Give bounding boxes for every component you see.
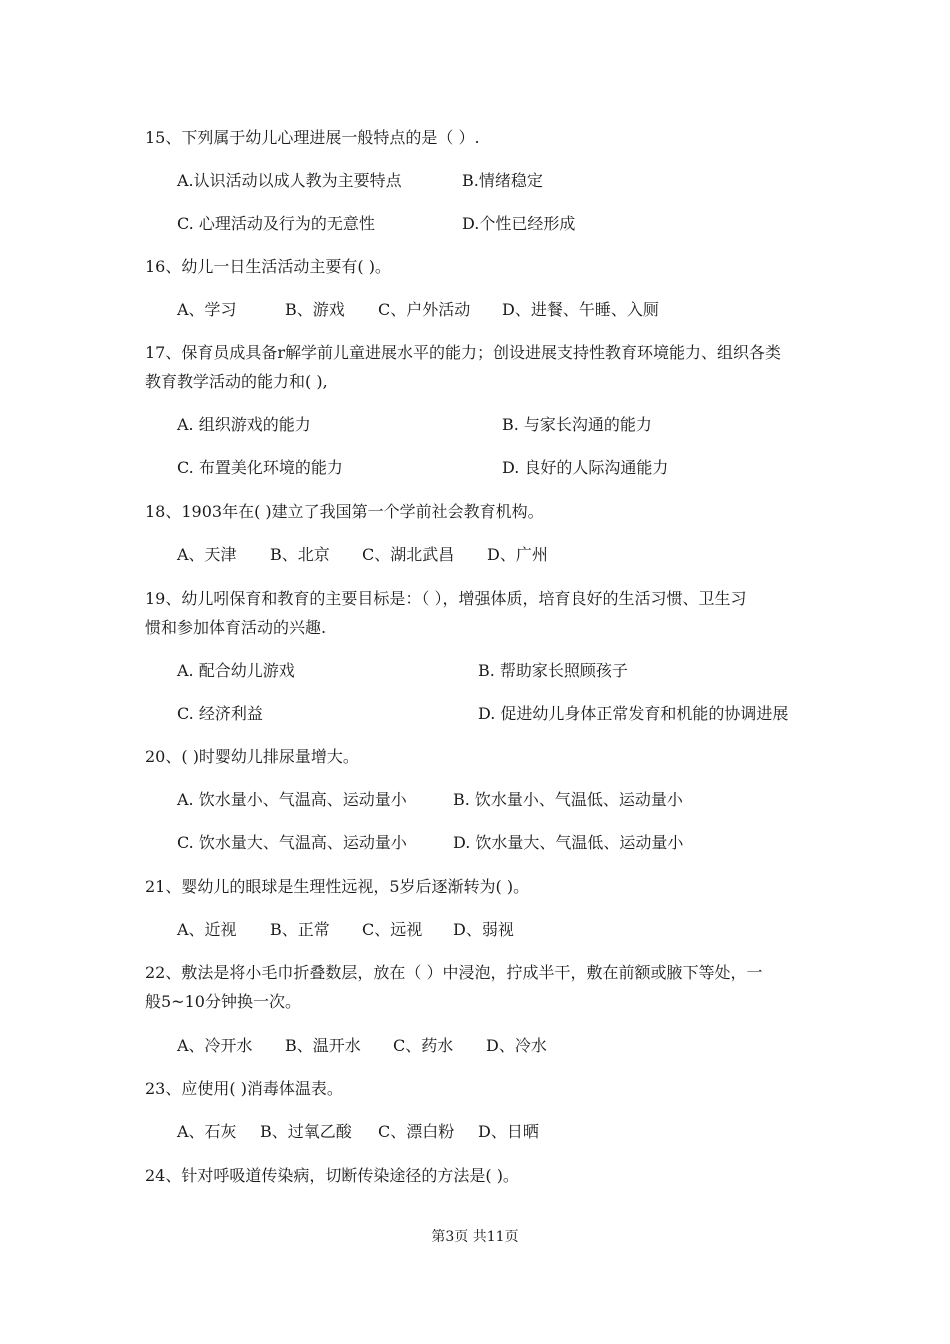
question-20-option-c: C. 饮水量大、气温高、运动量小 <box>177 833 407 852</box>
question-23-option-d: D、日晒 <box>478 1122 539 1141</box>
question-17-option-a: A. 组织游戏的能力 <box>177 415 311 434</box>
question-18-option-a: A、天津 <box>177 545 237 564</box>
question-15-option-a: A.认识活动以成人教为主要特点 <box>177 171 402 190</box>
question-21-stem: 21、婴幼儿的眼球是生理性远视，5岁后逐渐转为( )。 <box>145 877 530 896</box>
question-23-stem: 23、应使用( )消毒体温表。 <box>145 1079 343 1098</box>
question-19-option-b: B. 帮助家长照顾孩子 <box>478 661 628 680</box>
question-16-option-d: D、进餐、午睡、入厕 <box>502 300 659 319</box>
question-17-option-b: B. 与家长沟通的能力 <box>502 415 652 434</box>
question-20-option-a: A. 饮水量小、气温高、运动量小 <box>177 790 407 809</box>
question-19-stem-line-2: 惯和参加体育活动的兴趣. <box>145 618 327 637</box>
question-21-option-c: C、远视 <box>362 920 423 939</box>
question-22-option-c: C、药水 <box>393 1036 454 1055</box>
question-15-stem: 15、下列属于幼儿心理进展一般特点的是（ ）. <box>145 128 480 147</box>
page-number-footer: 第3页 共11页 <box>431 1229 519 1245</box>
question-17-stem-line-2: 教育教学活动的能力和( ), <box>145 372 328 391</box>
question-19-stem-line-1: 19、幼儿吲保育和教育的主要目标是：（ ），增强体质，培育良好的生活习惯、卫生习 <box>145 589 747 608</box>
question-21-option-a: A、近视 <box>177 920 237 939</box>
question-18-option-b: B、北京 <box>270 545 330 564</box>
question-17-option-d: D. 良好的人际沟通能力 <box>502 458 669 477</box>
question-19-option-d: D. 促进幼儿身体正常发育和机能的协调进展 <box>478 704 789 723</box>
question-18-stem: 18、1903年在( )建立了我国第一个学前社会教育机构。 <box>145 502 544 521</box>
question-19-option-c: C. 经济利益 <box>177 704 263 723</box>
question-17-stem-line-1: 17、保育员成具备r解学前儿童进展水平的能力；创设进展支持性教育环境能力、组织各类 <box>145 343 782 362</box>
question-21-option-b: B、正常 <box>270 920 330 939</box>
question-21-option-d: D、弱视 <box>453 920 514 939</box>
question-22-option-d: D、冷水 <box>486 1036 547 1055</box>
question-18-option-d: D、广州 <box>487 545 548 564</box>
question-23-option-b: B、过氧乙酸 <box>260 1122 352 1141</box>
question-23-option-a: A、石灰 <box>177 1122 237 1141</box>
question-16-option-b: B、游戏 <box>285 300 345 319</box>
question-16-option-c: C、户外活动 <box>378 300 471 319</box>
question-22-stem-line-2: 般5~10分钟换一次。 <box>145 992 301 1011</box>
question-16-option-a: A、学习 <box>177 300 237 319</box>
question-15-option-b: B.情绪稳定 <box>462 171 543 190</box>
question-22-option-a: A、冷开水 <box>177 1036 253 1055</box>
question-23-option-c: C、漂白粉 <box>378 1122 455 1141</box>
question-22-stem-line-1: 22、敷法是将小毛巾折叠数层，放在（ ）中浸泡，拧成半干，敷在前额或腋下等处，一 <box>145 963 763 982</box>
question-18-option-c: C、湖北武昌 <box>362 545 455 564</box>
question-15-option-c: C. 心理活动及行为的无意性 <box>177 214 375 233</box>
question-15-option-d: D.个性已经形成 <box>462 214 576 233</box>
question-22-option-b: B、温开水 <box>285 1036 361 1055</box>
question-17-option-c: C. 布置美化环境的能力 <box>177 458 343 477</box>
question-20-option-d: D. 饮水量大、气温低、运动量小 <box>453 833 684 852</box>
question-20-stem: 20、( )时婴幼儿排尿量增大。 <box>145 747 359 766</box>
question-24-stem: 24、针对呼吸道传染病，切断传染途径的方法是( )。 <box>145 1166 519 1185</box>
question-16-stem: 16、幼儿一日生活活动主要有( )。 <box>145 257 391 276</box>
question-19-option-a: A. 配合幼儿游戏 <box>177 661 295 680</box>
question-20-option-b: B. 饮水量小、气温低、运动量小 <box>453 790 683 809</box>
